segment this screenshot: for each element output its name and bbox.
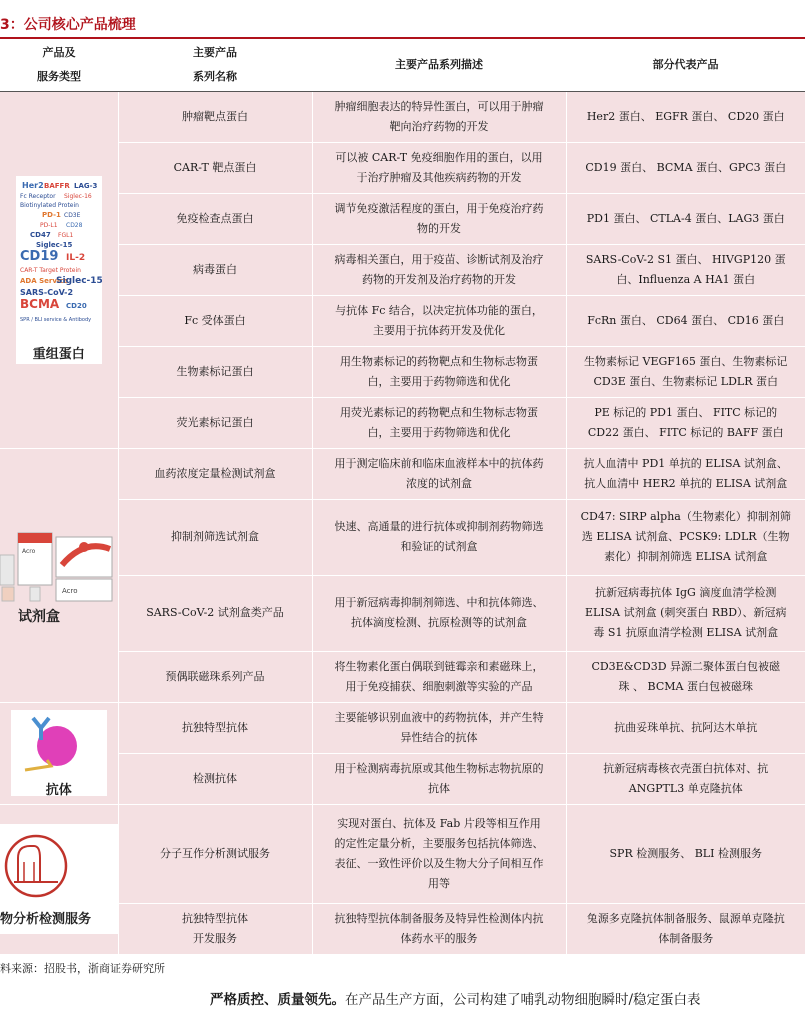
- desc-line: 药物的开发剂及治疗药物的开发: [362, 272, 516, 286]
- desc-line: 异性结合的抗体: [400, 730, 478, 744]
- series-products: Her2 蛋白、 EGFR 蛋白、 CD20 蛋白: [566, 91, 805, 142]
- desc-line: 白，主要用于药物筛选和优化: [367, 374, 511, 388]
- product-line: PE 标记的 PD1 蛋白、 FITC 标记的: [594, 405, 778, 419]
- desc-line: 用等: [428, 876, 450, 890]
- desc-line: 用于新冠病毒抑制剂筛选、中和抗体筛选、: [334, 596, 544, 609]
- word-8: PD-L1: [39, 221, 58, 229]
- product-line: CD47: SIRP alpha（生物素化）抑制剂筛: [580, 510, 791, 523]
- header-type-line2: 服务类型: [37, 69, 81, 83]
- header-series: [118, 39, 312, 91]
- series-name: [118, 903, 312, 954]
- service-logo: [0, 824, 118, 904]
- series-desc: [312, 244, 566, 295]
- product-line: 选 ELISA 试剂盒、PCSK9: LDLR（生物: [581, 530, 790, 543]
- footer-text: 在产品生产方面，公司构建了哺乳动物细胞瞬时/稳定蛋白表: [345, 992, 701, 1008]
- table-row: [0, 244, 805, 295]
- header-series-line2: 系列名称: [193, 69, 237, 83]
- header-products: 部分代表产品: [566, 39, 805, 91]
- word-3: Fc Receptor: [19, 192, 56, 200]
- series-products: [566, 244, 805, 295]
- word-2: LAG-3: [73, 181, 98, 190]
- desc-line: 调节免疫激活程度的蛋白，用于免疫治疗药: [334, 201, 544, 215]
- desc-line: 的定性定量分析，主要服务包括抗体筛选、: [334, 836, 544, 850]
- series-desc: [312, 702, 566, 753]
- word-19: Siglec-15: [55, 275, 102, 286]
- word-14: IL-2: [65, 252, 85, 263]
- kit-brand-2: Acro: [62, 587, 78, 595]
- word-6: PD-1: [41, 210, 61, 219]
- series-name: 抗独特型抗体: [118, 702, 312, 753]
- kit-boxes: [0, 525, 118, 605]
- series-name: 荧光素标记蛋白: [118, 397, 312, 448]
- series-products: [566, 575, 805, 651]
- header-series-line1: 主要产品: [193, 45, 237, 59]
- category-antibody-label: 抗体: [45, 783, 72, 798]
- word-1: BAFFR: [43, 181, 70, 190]
- series-name: 抑制剂筛选试剂盒: [118, 499, 312, 575]
- desc-line: 浓度的试剂盒: [406, 476, 472, 490]
- product-line: 抗新冠病毒抗体 IgG 滴度血清学检测: [595, 586, 777, 599]
- desc-line: 物的开发: [417, 221, 461, 235]
- series-desc: [312, 91, 566, 142]
- table-row: [0, 499, 805, 575]
- series-desc: [312, 651, 566, 702]
- product-line: ANGPTL3 单克隆抗体: [628, 781, 743, 795]
- table-row: [0, 702, 805, 753]
- category-service-label: 物分析检测服务: [0, 912, 92, 927]
- word-7: CD3E: [63, 211, 81, 219]
- kit-image: [0, 525, 118, 625]
- desc-line: 病毒相关蛋白，用于疫苗、诊断试剂及治疗: [334, 252, 544, 266]
- word-21: SPR / BLI service & Antibody: [19, 316, 91, 323]
- header-type-line1: 产品及: [42, 45, 76, 59]
- series-name: SARS-CoV-2 试剂盒类产品: [118, 575, 312, 651]
- series-name: 预偶联磁珠系列产品: [118, 651, 312, 702]
- table-row: [0, 575, 805, 651]
- name-line: 开发服务: [193, 931, 237, 945]
- desc-line: 用于检测病毒抗原或其他生物标志物抗原的: [334, 761, 544, 775]
- word-17: ADA Service: [19, 276, 68, 285]
- word-0: Her2: [21, 180, 44, 190]
- desc-line: 与抗体 Fc 结合，以决定抗体功能的蛋白，: [335, 303, 543, 317]
- series-desc: [312, 295, 566, 346]
- product-line: 生物素标记 VEGF165 蛋白、生物素标记: [584, 354, 788, 368]
- series-products: 抗曲妥珠单抗、抗阿达木单抗: [566, 702, 805, 753]
- series-desc: [312, 499, 566, 575]
- series-products: CD19 蛋白、 BCMA 蛋白、GPC3 蛋白: [566, 142, 805, 193]
- product-line: 抗人血清中 HER2 单抗的 ELISA 试剂盒: [584, 476, 788, 490]
- table-row: [0, 651, 805, 702]
- kit-brand-1: Acro: [22, 548, 36, 555]
- desc-line: 于治疗肿瘤及其他疾病药物的开发: [356, 170, 522, 184]
- category-kit: [0, 448, 118, 702]
- product-line: SARS-CoV-2 S1 蛋白、 HIVGP120 蛋: [585, 252, 786, 266]
- series-products: [566, 448, 805, 499]
- series-name: CAR-T 靶点蛋白: [118, 142, 312, 193]
- series-products: [566, 753, 805, 804]
- desc-line: 实现对蛋白、抗体及 Fab 片段等相互作用: [337, 816, 541, 830]
- series-name: 肿瘤靶点蛋白: [118, 91, 312, 142]
- category-protein: [0, 91, 118, 448]
- series-name: 病毒蛋白: [118, 244, 312, 295]
- series-products: [566, 651, 805, 702]
- desc-line: 快速、高通量的进行抗体或抑制剂药物筛选: [334, 520, 544, 533]
- service-image: [0, 824, 118, 934]
- product-line: CD3E&CD3D 异源二聚体蛋白包被磁: [591, 659, 781, 673]
- source-note: 料来源：招股书，浙商证券研究所: [0, 962, 165, 975]
- series-desc: [312, 448, 566, 499]
- series-products: PD1 蛋白、 CTLA-4 蛋白、LAG3 蛋白: [566, 193, 805, 244]
- series-name: 生物素标记蛋白: [118, 346, 312, 397]
- footer-bold: 严格质控、质量领先。: [210, 992, 345, 1008]
- series-name: 免疫检查点蛋白: [118, 193, 312, 244]
- word-12: Siglec-15: [35, 240, 73, 249]
- series-desc: [312, 753, 566, 804]
- series-name: Fc 受体蛋白: [118, 295, 312, 346]
- series-desc: [312, 804, 566, 903]
- antibody-drawing: [11, 710, 107, 774]
- word-9: CD28: [65, 221, 83, 229]
- desc-line: 用生物素标记的药物靶点和生物标志物蛋: [340, 354, 538, 368]
- desc-line: 可以被 CAR-T 免疫细胞作用的蛋白，以用: [335, 150, 543, 164]
- word-18: CD20: [65, 301, 87, 310]
- product-line: 兔源多克隆抗体制备服务、鼠源单克隆抗: [586, 911, 785, 925]
- series-desc: [312, 575, 566, 651]
- table-row: [0, 142, 805, 193]
- antibody-image: [11, 710, 107, 796]
- category-protein-label: 重组蛋白: [32, 346, 85, 362]
- category-kit-label: 试剂盒: [18, 609, 60, 625]
- desc-line: 抗体滴度检测、抗原检测等的试剂盒: [351, 616, 527, 629]
- series-name: 检测抗体: [118, 753, 312, 804]
- protein-wordcloud: [16, 176, 102, 326]
- series-desc: [312, 903, 566, 954]
- product-line: 抗人血清中 PD1 单抗的 ELISA 试剂盒、: [583, 456, 788, 470]
- word-16: SARS-CoV-2: [19, 287, 73, 297]
- desc-line: 用于测定临床前和临床血液样本中的抗体药: [334, 456, 544, 470]
- series-desc: [312, 346, 566, 397]
- protein-wordcloud-image: [16, 176, 102, 364]
- desc-line: 体药水平的服务: [400, 931, 478, 945]
- table-title: 3：公司核心产品梳理: [0, 17, 136, 33]
- word-13: CD19: [19, 248, 59, 264]
- product-line: ELISA 试剂盒 (刺突蛋白 RBD）、新冠病: [584, 606, 787, 619]
- table-row: [0, 397, 805, 448]
- product-line: 珠 、 BCMA 蛋白包被磁珠: [618, 679, 753, 693]
- table-row: [0, 91, 805, 142]
- word-15: BCMA: [19, 296, 59, 311]
- desc-line: 白，主要用于药物筛选和优化: [367, 425, 511, 439]
- series-name: 血药浓度定量检测试剂盒: [118, 448, 312, 499]
- desc-line: 用于免疫捕获、细胞刺激等实验的产品: [345, 679, 533, 693]
- series-products: SPR 检测服务、 BLI 检测服务: [566, 804, 805, 903]
- series-products: [566, 346, 805, 397]
- series-desc: [312, 397, 566, 448]
- series-desc: [312, 193, 566, 244]
- product-line: 白、Influenza A HA1 蛋白: [616, 272, 756, 286]
- category-antibody: [0, 702, 118, 804]
- series-name: 分子互作分析测试服务: [118, 804, 312, 903]
- desc-line: 和验证的试剂盒: [400, 540, 478, 553]
- desc-line: 将生物素化蛋白偶联到链霉亲和素磁珠上，: [334, 659, 544, 673]
- desc-line: 抗体: [428, 781, 450, 795]
- series-desc: [312, 142, 566, 193]
- table-row: [0, 295, 805, 346]
- product-line: 体制备服务: [658, 931, 714, 945]
- word-10: CD47: [29, 230, 51, 239]
- word-20: CAR-T Target Protein: [19, 266, 81, 274]
- table-row: [0, 804, 805, 903]
- series-products: [566, 499, 805, 575]
- desc-line: 靶向治疗药物的开发: [389, 119, 489, 133]
- table-header: [0, 39, 805, 91]
- product-table: [0, 39, 805, 955]
- series-products: FcRn 蛋白、 CD64 蛋白、 CD16 蛋白: [566, 295, 805, 346]
- desc-line: 肿瘤细胞表达的特异性蛋白，可以用于肿瘤: [334, 99, 544, 113]
- desc-line: 主要用于抗体药开发及优化: [373, 323, 505, 337]
- product-line: CD3E 蛋白、生物素标记 LDLR 蛋白: [593, 374, 778, 388]
- word-4: Siglec-16: [63, 192, 92, 200]
- table-row: [0, 193, 805, 244]
- series-products: [566, 903, 805, 954]
- word-11: FGL1: [57, 231, 74, 239]
- table-row: [0, 448, 805, 499]
- word-5: Biotinylated Protein: [19, 201, 79, 209]
- desc-line: 主要能够识别血液中的药物抗体，并产生特: [334, 710, 544, 724]
- desc-line: 用荧光素标记的药物靶点和生物标志物蛋: [340, 405, 538, 419]
- name-line: 抗独特型抗体: [182, 911, 248, 925]
- product-line: 毒 S1 抗原血清学检测 ELISA 试剂盒: [593, 626, 779, 639]
- product-line: 素化）抑制剂筛选 ELISA 试剂盒: [604, 550, 768, 563]
- header-description: 主要产品系列描述: [312, 39, 566, 91]
- footer-paragraph: [210, 988, 701, 1008]
- category-service: [0, 804, 118, 954]
- table-row: [0, 346, 805, 397]
- product-line: CD22 蛋白、 FITC 标记的 BAFF 蛋白: [587, 425, 784, 439]
- product-line: 抗新冠病毒核衣壳蛋白抗体对、抗: [603, 761, 769, 775]
- series-products: [566, 397, 805, 448]
- table-row: [0, 753, 805, 804]
- desc-line: 表征、一致性评价以及生物大分子间相互作: [334, 856, 544, 870]
- header-type: [0, 39, 118, 91]
- table-row: [0, 903, 805, 954]
- desc-line: 抗独特型抗体制备服务及特异性检测体内抗: [334, 911, 544, 925]
